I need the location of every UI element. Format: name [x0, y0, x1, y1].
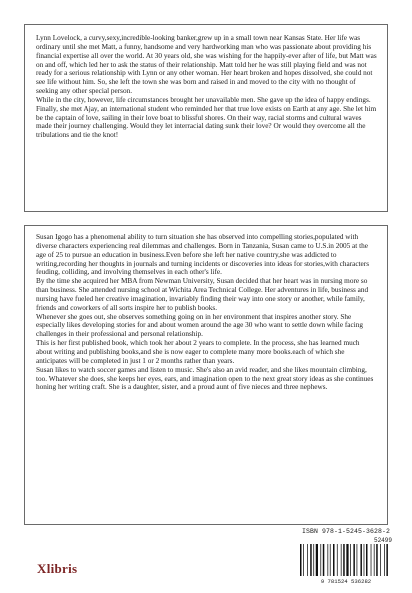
barcode-bar [333, 544, 335, 576]
barcode-bar [307, 544, 308, 576]
barcode-bar [374, 544, 375, 576]
barcode-bar [330, 544, 331, 576]
barcode-digits: 9 781524 536282 [320, 578, 372, 585]
barcode-bar [350, 544, 351, 576]
barcode-bar [353, 544, 355, 576]
bio-paragraph-4: This is her first published book, which took her about 2 years to complete. In the process, she has learned much about writing and publishing books,and she is now eager to complete many more books.each of which she anticipates will be completed in just 1 or 2 months rather than years. [36, 339, 360, 365]
barcode-bar [310, 544, 312, 576]
synopsis-paragraph-2: While in the city, however, life circumstances brought her unavailable men. She gave up the idea of happy endings. [36, 95, 371, 104]
barcode-area [298, 528, 394, 588]
synopsis-paragraph-1: Lynn Lovelock, a curvy,sexy,incredible-looking banker,grew up in a small town near Kansas State. Her life was ordinary until she met Matt, a funny, handsome and very hardworking man who was passionate about providing his financial expertise all over the world. At 30 years old, she was wishing for the happily-ever after of life, but Matt was on and off, which led her to ask the status of their relationship. Matt told her he was still playing field and was not ready for a serious relationship with Lynn or any other woman. Her heart broken and hopes dissolved, she could not see life without him. So, she left the town she was born and raised in and moved to the city with no thought of seeking any other special person. [36, 34, 377, 96]
barcode-bar [327, 544, 328, 576]
publisher-logo: Xlibris [37, 561, 78, 576]
barcode-icon [298, 544, 394, 578]
barcode-bar [384, 544, 385, 576]
barcode-bar [313, 544, 314, 576]
isbn-label: ISBN 978-1-5245-3628-2 [301, 528, 390, 535]
barcode-bar [376, 544, 378, 576]
barcode-bar [386, 544, 388, 576]
barcode-bar [300, 544, 302, 576]
barcode-bar [380, 544, 381, 576]
barcode-bar [337, 544, 338, 576]
bio-paragraph-2: By the time she acquired her MBA from Newman University, Susan decided that her heart was in nursing more so than business. She attended nursing school at Wichita Area Technical College. Her adventures in life, business and nursing have fueled her creative imagination, invariably finding their way into one story or another, while family, friends and coworkers of all sorts inspire her to publish books. [36, 277, 369, 312]
synopsis-paragraph-3: Finally, she met Ajay, an international student who reminded her that true love exists on Earth at any age. She let him be the captain of love, sailing in their love boat to blissful shores. On their way, racial storms and cultural waves made their journey challenging. Would they let interracial dating sunk their love? Or would they overcome all the tribulations and tie the knot! [36, 104, 377, 140]
barcode-bar [343, 544, 345, 576]
barcode-bar [341, 544, 342, 576]
barcode-bar [303, 544, 304, 576]
bio-paragraph-5: Susan likes to watch soccer games and listen to music. She's also an avid reader, and she likes mountain climbing, too. Whatever she does, she keeps her eyes, ears, and imagination open to the next great story ideas as she continues honing her writing craft. She is a daughter, sister, and a proud aunt of five nieces and three nephews. [36, 365, 374, 392]
author-bio-box [24, 225, 388, 525]
price-code: 52499 [373, 537, 392, 544]
barcode-bar [323, 544, 325, 576]
bio-paragraph-3: Whenever she goes out, she observes something going on in her environment that inspires another story. She especially likes developing stories for and about women around the age 30 who want to settle down while facing challenges in their professional and personal relationship. [36, 312, 363, 339]
barcode-bar [346, 544, 348, 576]
barcode-bar [360, 544, 362, 576]
barcode-bar [320, 544, 321, 576]
synopsis-box [24, 24, 388, 212]
barcode-bar [366, 544, 368, 576]
barcode-bar [364, 544, 365, 576]
barcode-bar [357, 544, 358, 576]
barcode-bar [316, 544, 318, 576]
barcode-bar [371, 544, 372, 576]
bio-paragraph-1: Susan Igogo has a phenomenal ability to turn situation she has observed into compelling stories,populated with diverse characters experiencing real dilemmas and challenges. Born in Tanzania, Susan came to U.S.in 2005 at the age of 25 to pursue an education in business.Even before she left her native country,she was addicted to writing,recording her thoughts in journals and turning incidents or discoveries into ideas for stories,with characters feuding, colliding, and involving themselves in each other's life. [36, 233, 370, 277]
